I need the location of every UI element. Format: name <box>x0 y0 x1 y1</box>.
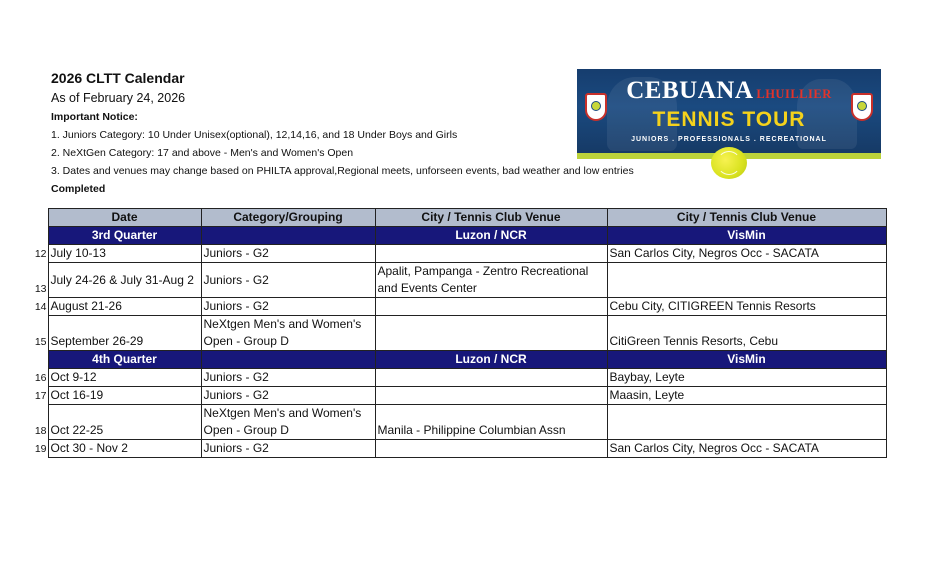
cell-date: Oct 16-19 <box>48 387 201 405</box>
cell-venue-luzon <box>375 316 607 351</box>
cell-date: July 10-13 <box>48 245 201 263</box>
cell-category: Juniors - G2 <box>201 387 375 405</box>
cell-venue-vismin: Baybay, Leyte <box>607 369 886 387</box>
table-header-row <box>32 209 886 227</box>
notice-item-2: 2. NeXtGen Category: 17 and above - Men's and Women's Open <box>51 147 354 159</box>
row-number: 14 <box>32 298 48 316</box>
notice-item-3: 3. Dates and venues may change based on PHILTA approval,Regional meets, unforseen events, bad weather and low entries <box>51 165 634 177</box>
brand-name: CEBUANA <box>626 77 754 104</box>
cell-venue-vismin: San Carlos City, Negros Occ - SACATA <box>607 245 886 263</box>
cell-date: Oct 30 - Nov 2 <box>48 440 201 458</box>
cell-venue-vismin <box>607 263 886 298</box>
cell-venue-luzon <box>375 387 607 405</box>
cell-category: Juniors - G2 <box>201 263 375 298</box>
tour-title: TENNIS TOUR <box>652 108 806 131</box>
row-number: 12 <box>32 245 48 263</box>
col-header-category: Category/Grouping <box>201 209 375 227</box>
cell-date: September 26-29 <box>48 316 201 351</box>
cell-venue-luzon <box>375 298 607 316</box>
table-row <box>32 263 886 298</box>
quarter-label: 3rd Quarter <box>48 227 201 245</box>
notice-title: Important Notice: <box>51 111 138 123</box>
cell-category: Juniors - G2 <box>201 440 375 458</box>
cell-date: July 24-26 & July 31-Aug 2 <box>48 263 201 298</box>
cell-date: August 21-26 <box>48 298 201 316</box>
cell-category: Juniors - G2 <box>201 369 375 387</box>
cell-venue-vismin: Maasin, Leyte <box>607 387 886 405</box>
document-header <box>51 69 651 196</box>
table-row <box>32 440 886 458</box>
brand-line <box>577 77 881 105</box>
table-row <box>32 405 886 440</box>
cell-venue-luzon <box>375 369 607 387</box>
page-title: 2026 CLTT Calendar <box>51 70 185 86</box>
table-row <box>32 245 886 263</box>
cell-venue-vismin <box>607 405 886 440</box>
quarter-row <box>32 227 886 245</box>
row-number: 18 <box>32 405 48 440</box>
col-header-date: Date <box>48 209 201 227</box>
cell-date: Oct 22-25 <box>48 405 201 440</box>
region-label-luzon: Luzon / NCR <box>375 227 607 245</box>
table-row <box>32 316 886 351</box>
cell-venue-luzon: Manila - Philippine Columbian Assn <box>375 405 607 440</box>
quarter-row <box>32 351 886 369</box>
cell-category: Juniors - G2 <box>201 245 375 263</box>
col-header-venue-luzon: City / Tennis Club Venue <box>375 209 607 227</box>
row-number: 19 <box>32 440 48 458</box>
region-label-luzon: Luzon / NCR <box>375 351 607 369</box>
cell-date: Oct 9-12 <box>48 369 201 387</box>
table-row <box>32 387 886 405</box>
cell-venue-luzon <box>375 440 607 458</box>
row-number: 17 <box>32 387 48 405</box>
row-number: 13 <box>32 263 48 298</box>
calendar-table <box>32 208 887 458</box>
tennis-tour-banner <box>577 69 881 179</box>
completed-label: Completed <box>51 183 106 195</box>
brand-subname: LHUILLIER <box>756 87 832 101</box>
notice-item-1: 1. Juniors Category: 10 Under Unisex(optional), 12,14,16, and 18 Under Boys and Girls <box>51 129 458 141</box>
region-label-vismin: VisMin <box>607 227 886 245</box>
cell-venue-vismin: CitiGreen Tennis Resorts, Cebu <box>607 316 886 351</box>
banner-background <box>577 69 881 153</box>
cell-venue-vismin: Cebu City, CITIGREEN Tennis Resorts <box>607 298 886 316</box>
as-of-date: As of February 24, 2026 <box>51 91 186 105</box>
tennis-ball-icon <box>711 147 747 179</box>
cell-category: NeXtgen Men's and Women's Open - Group D <box>201 405 375 440</box>
cell-category: NeXtgen Men's and Women's Open - Group D <box>201 316 375 351</box>
cell-venue-luzon <box>375 245 607 263</box>
table-row <box>32 369 886 387</box>
region-label-vismin: VisMin <box>607 351 886 369</box>
cell-venue-luzon: Apalit, Pampanga - Zentro Recreational and Events Center <box>375 263 607 298</box>
row-number: 16 <box>32 369 48 387</box>
row-number: 15 <box>32 316 48 351</box>
cell-category: Juniors - G2 <box>201 298 375 316</box>
table-row <box>32 298 886 316</box>
cell-venue-vismin: San Carlos City, Negros Occ - SACATA <box>607 440 886 458</box>
banner-tagline: JUNIORS . PROFESSIONALS . RECREATIONAL <box>631 136 827 143</box>
col-header-venue-vismin: City / Tennis Club Venue <box>607 209 886 227</box>
quarter-label: 4th Quarter <box>48 351 201 369</box>
